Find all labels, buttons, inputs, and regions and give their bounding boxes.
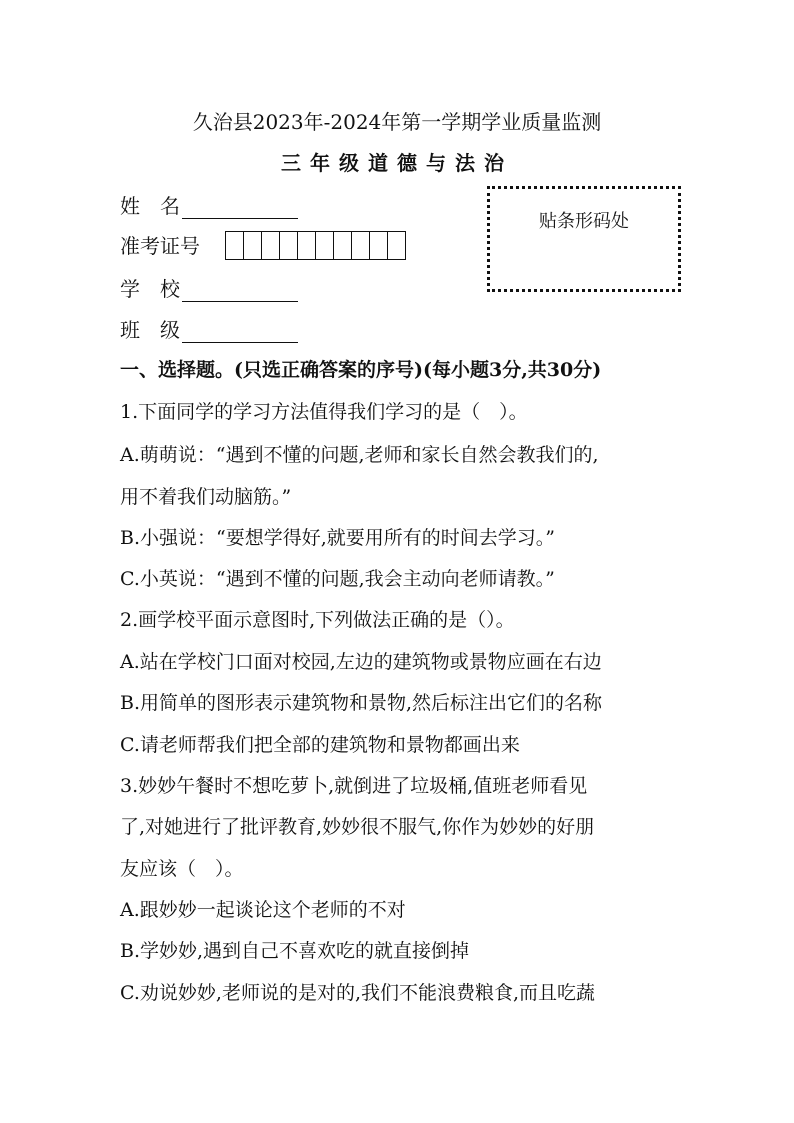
exam-number-box[interactable] [334, 232, 352, 259]
class-label: 班 级 [120, 318, 180, 342]
class-row [120, 314, 298, 343]
q3-option-a: A.跟妙妙一起谈论这个老师的不对 [120, 899, 406, 921]
barcode-label: 贴条形码处 [539, 211, 629, 232]
exam-number-box[interactable] [262, 232, 280, 259]
section-heading: 一、选择题。(只选正确答案的序号)(每小题3分,共30分) [120, 359, 602, 381]
exam-no-label: 准考证号 [120, 234, 200, 258]
q2-option-c: C.请老师帮我们把全部的建筑物和景物都画出来 [120, 734, 520, 756]
school-label: 学 校 [120, 277, 180, 301]
exam-number-box[interactable] [298, 232, 316, 259]
exam-subject: 三年级道德与法治 [281, 151, 513, 175]
name-blank[interactable] [182, 196, 298, 219]
exam-title: 久治县2023年-2024年第一学期学业质量监测 [192, 110, 602, 134]
q2-option-b: B.用简单的图形表示建筑物和景物,然后标注出它们的名称 [120, 692, 603, 714]
exam-number-box[interactable] [226, 232, 244, 259]
school-blank[interactable] [182, 279, 298, 302]
q2-stem: 2.画学校平面示意图时,下列做法正确的是（）。 [120, 609, 515, 631]
q1-stem: 1.下面同学的学习方法值得我们学习的是（ ）。 [120, 401, 528, 423]
q1-option-a: A.萌萌说：“遇到不懂的问题,老师和家长自然会教我们的, [120, 444, 599, 466]
barcode-area [487, 186, 681, 292]
exam-number-box[interactable] [316, 232, 334, 259]
q1-option-c: C.小英说：“遇到不懂的问题,我会主动向老师请教。” [120, 568, 555, 590]
q3-option-b: B.学妙妙,遇到自己不喜欢吃的就直接倒掉 [120, 940, 470, 962]
exam-number-boxes[interactable] [225, 231, 406, 260]
exam-number-box[interactable] [352, 232, 370, 259]
class-blank[interactable] [182, 320, 298, 343]
q3-stem-cont: 友应该（ ）。 [120, 858, 244, 880]
q2-option-a: A.站在学校门口面对校园,左边的建筑物或景物应画在右边 [120, 651, 602, 673]
name-label: 姓 名 [120, 194, 180, 218]
q1-option-a-cont: 用不着我们动脑筋。” [120, 486, 292, 508]
exam-number-box[interactable] [370, 232, 388, 259]
q3-stem-cont: 了,对她进行了批评教育,妙妙很不服气,你作为妙妙的好朋 [120, 816, 595, 838]
exam-number-box[interactable] [388, 232, 405, 259]
q1-option-b: B.小强说：“要想学得好,就要用所有的时间去学习。” [120, 527, 555, 549]
school-row [120, 273, 298, 302]
q3-stem: 3.妙妙午餐时不想吃萝卜,就倒进了垃圾桶,值班老师看见 [120, 775, 588, 797]
exam-number-box[interactable] [280, 232, 298, 259]
exam-number-box[interactable] [244, 232, 262, 259]
q3-option-c: C.劝说妙妙,老师说的是对的,我们不能浪费粮食,而且吃蔬 [120, 982, 596, 1004]
name-row [120, 190, 298, 219]
